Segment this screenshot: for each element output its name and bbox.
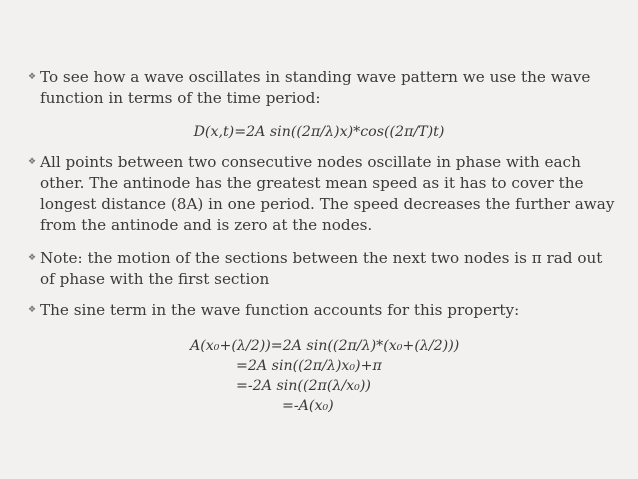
derivation-line-2: =2A sin((2π/λ)x₀)+π (236, 358, 382, 374)
derivation-line-1: A(x₀+(λ/2))=2A sin((2π/λ)*(x₀+(λ/2))) (190, 338, 460, 354)
bullet-text: To see how a wave oscillates in standing wave pattern we use the wave function in terms of the time period: (40, 68, 591, 107)
diamond-bullet-icon: ❖ (28, 157, 37, 167)
diamond-bullet-icon: ❖ (28, 253, 37, 263)
bullet-item (28, 248, 618, 290)
derivation-line-4: =-A(x₀) (282, 398, 334, 414)
diamond-bullet-icon: ❖ (28, 72, 37, 82)
bullet-text: The sine term in the wave function accounts for this property: (40, 301, 520, 319)
wave-function-equation: D(x,t)=2A sin((2π/λ)x)*cos((2π/T)t) (193, 124, 445, 140)
bullet-item (28, 152, 618, 236)
bullet-text: All points between two consecutive nodes oscillate in phase with each other. The antinode has the greatest mean speed as it has to cover the longest distance (8A) in one period. The speed decreases the further away from the antinode and is zero at the nodes. (40, 153, 615, 234)
bullet-text: Note: the motion of the sections between the next two nodes is π rad out of phase with the first section (40, 249, 603, 288)
diamond-bullet-icon: ❖ (28, 305, 37, 315)
bullet-item (28, 67, 618, 109)
derivation-line-3: =-2A sin((2π(λ/x₀)) (236, 378, 371, 394)
bullet-item (28, 300, 618, 321)
